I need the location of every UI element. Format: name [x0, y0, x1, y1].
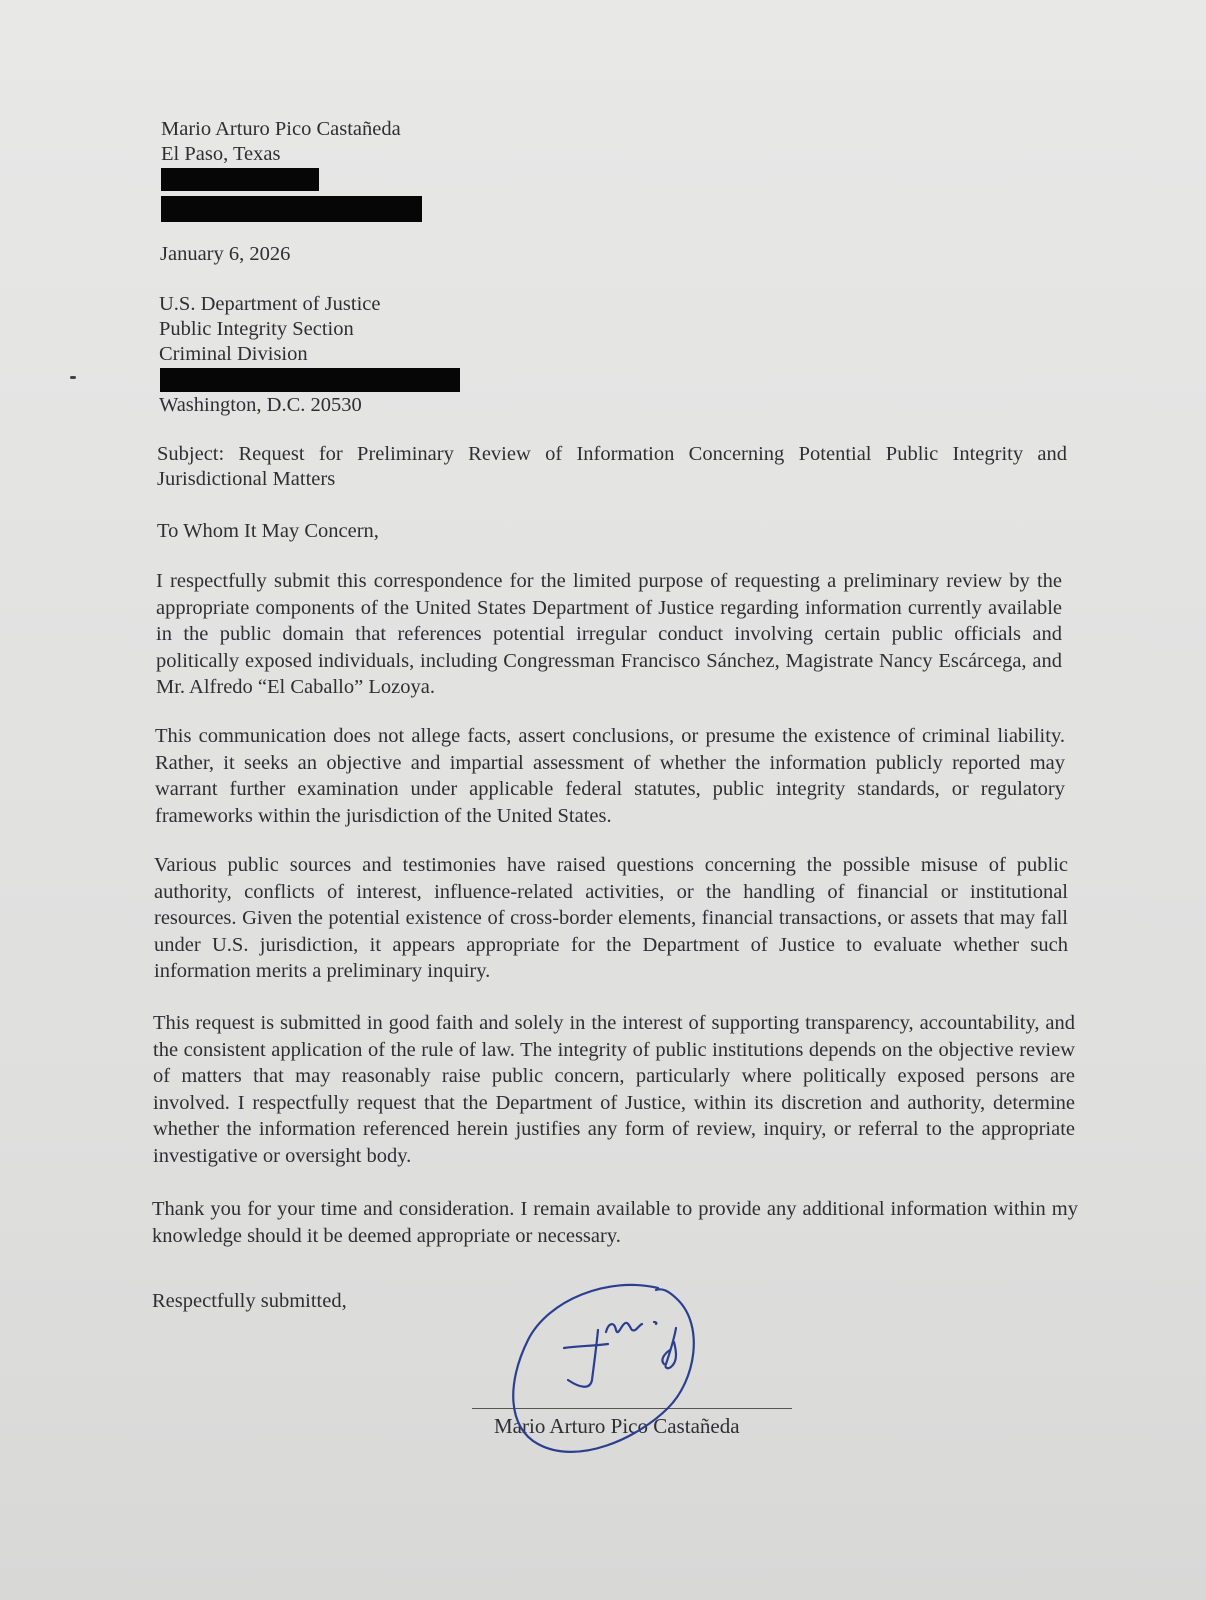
sender-name: Mario Arturo Pico Castañeda [161, 118, 401, 140]
body-paragraph-5: Thank you for your time and consideration. I remain available to provide any additional information within my knowledge should it be deemed appropriate or necessary. [152, 1198, 1078, 1247]
body-paragraph-1: I respectfully submit this correspondence for the limited purpose of requesting a preliminary review by the appropriate components of the United States Department of Justice regarding information currently available in the public domain that references potential irregular conduct involving certain public officials and politically exposed individuals, including Congressman Francisco Sánchez, Magistrate Nancy Escárcega, and Mr. Alfredo “El Caballo” Lozoya. [156, 570, 1062, 698]
redacted-sender-line-2 [161, 196, 422, 222]
stray-ink-mark [70, 376, 76, 379]
recipient-line-5: Washington, D.C. 20530 [159, 394, 362, 416]
body-paragraph-4: This request is submitted in good faith and solely in the interest of supporting transparency, accountability, and the consistent application of the rule of law. The integrity of public institutions depends on the objective review of matters that may reasonably raise public concern, particularly where politically exposed persons are involved. I respectfully request that the Department of Justice, within its discretion and authority, determine whether the information referenced herein justifies any form of review, inquiry, or referral to the appropriate investigative or oversight body. [153, 1012, 1075, 1167]
body-paragraph-3: Various public sources and testimonies have raised questions concerning the possible misuse of public authority, conflicts of interest, influence-related activities, or the handling of financial or institutional resources. Given the potential existence of cross-border elements, financial transactions, or assets that may fall under U.S. jurisdiction, it appears appropriate for the Department of Justice to evaluate whether such information merits a preliminary inquiry. [154, 854, 1068, 982]
recipient-line-1: U.S. Department of Justice [159, 293, 381, 315]
recipient-line-3: Criminal Division [159, 343, 308, 365]
body-paragraph-2: This communication does not allege facts, assert conclusions, or presume the existence of criminal liability. Rather, it seeks an objective and impartial assessment of whether the information publicly reported may warrant further examination under applicable federal statutes, public integrity standards, or regulatory frameworks within the jurisdiction of the United States. [155, 725, 1065, 827]
salutation: To Whom It May Concern, [157, 520, 379, 542]
redacted-recipient-line [160, 368, 460, 392]
redacted-sender-line-1 [161, 168, 319, 191]
signature-printed-name: Mario Arturo Pico Castañeda [494, 1414, 740, 1438]
subject-line: Subject: Request for Preliminary Review of Information Concerning Potential Public Integrity and Jurisdictional Matters [157, 443, 1067, 490]
closing: Respectfully submitted, [152, 1290, 347, 1312]
handwritten-signature [468, 1280, 808, 1480]
recipient-line-2: Public Integrity Section [159, 318, 354, 340]
sender-city: El Paso, Texas [161, 143, 281, 165]
letter-date: January 6, 2026 [160, 243, 291, 265]
